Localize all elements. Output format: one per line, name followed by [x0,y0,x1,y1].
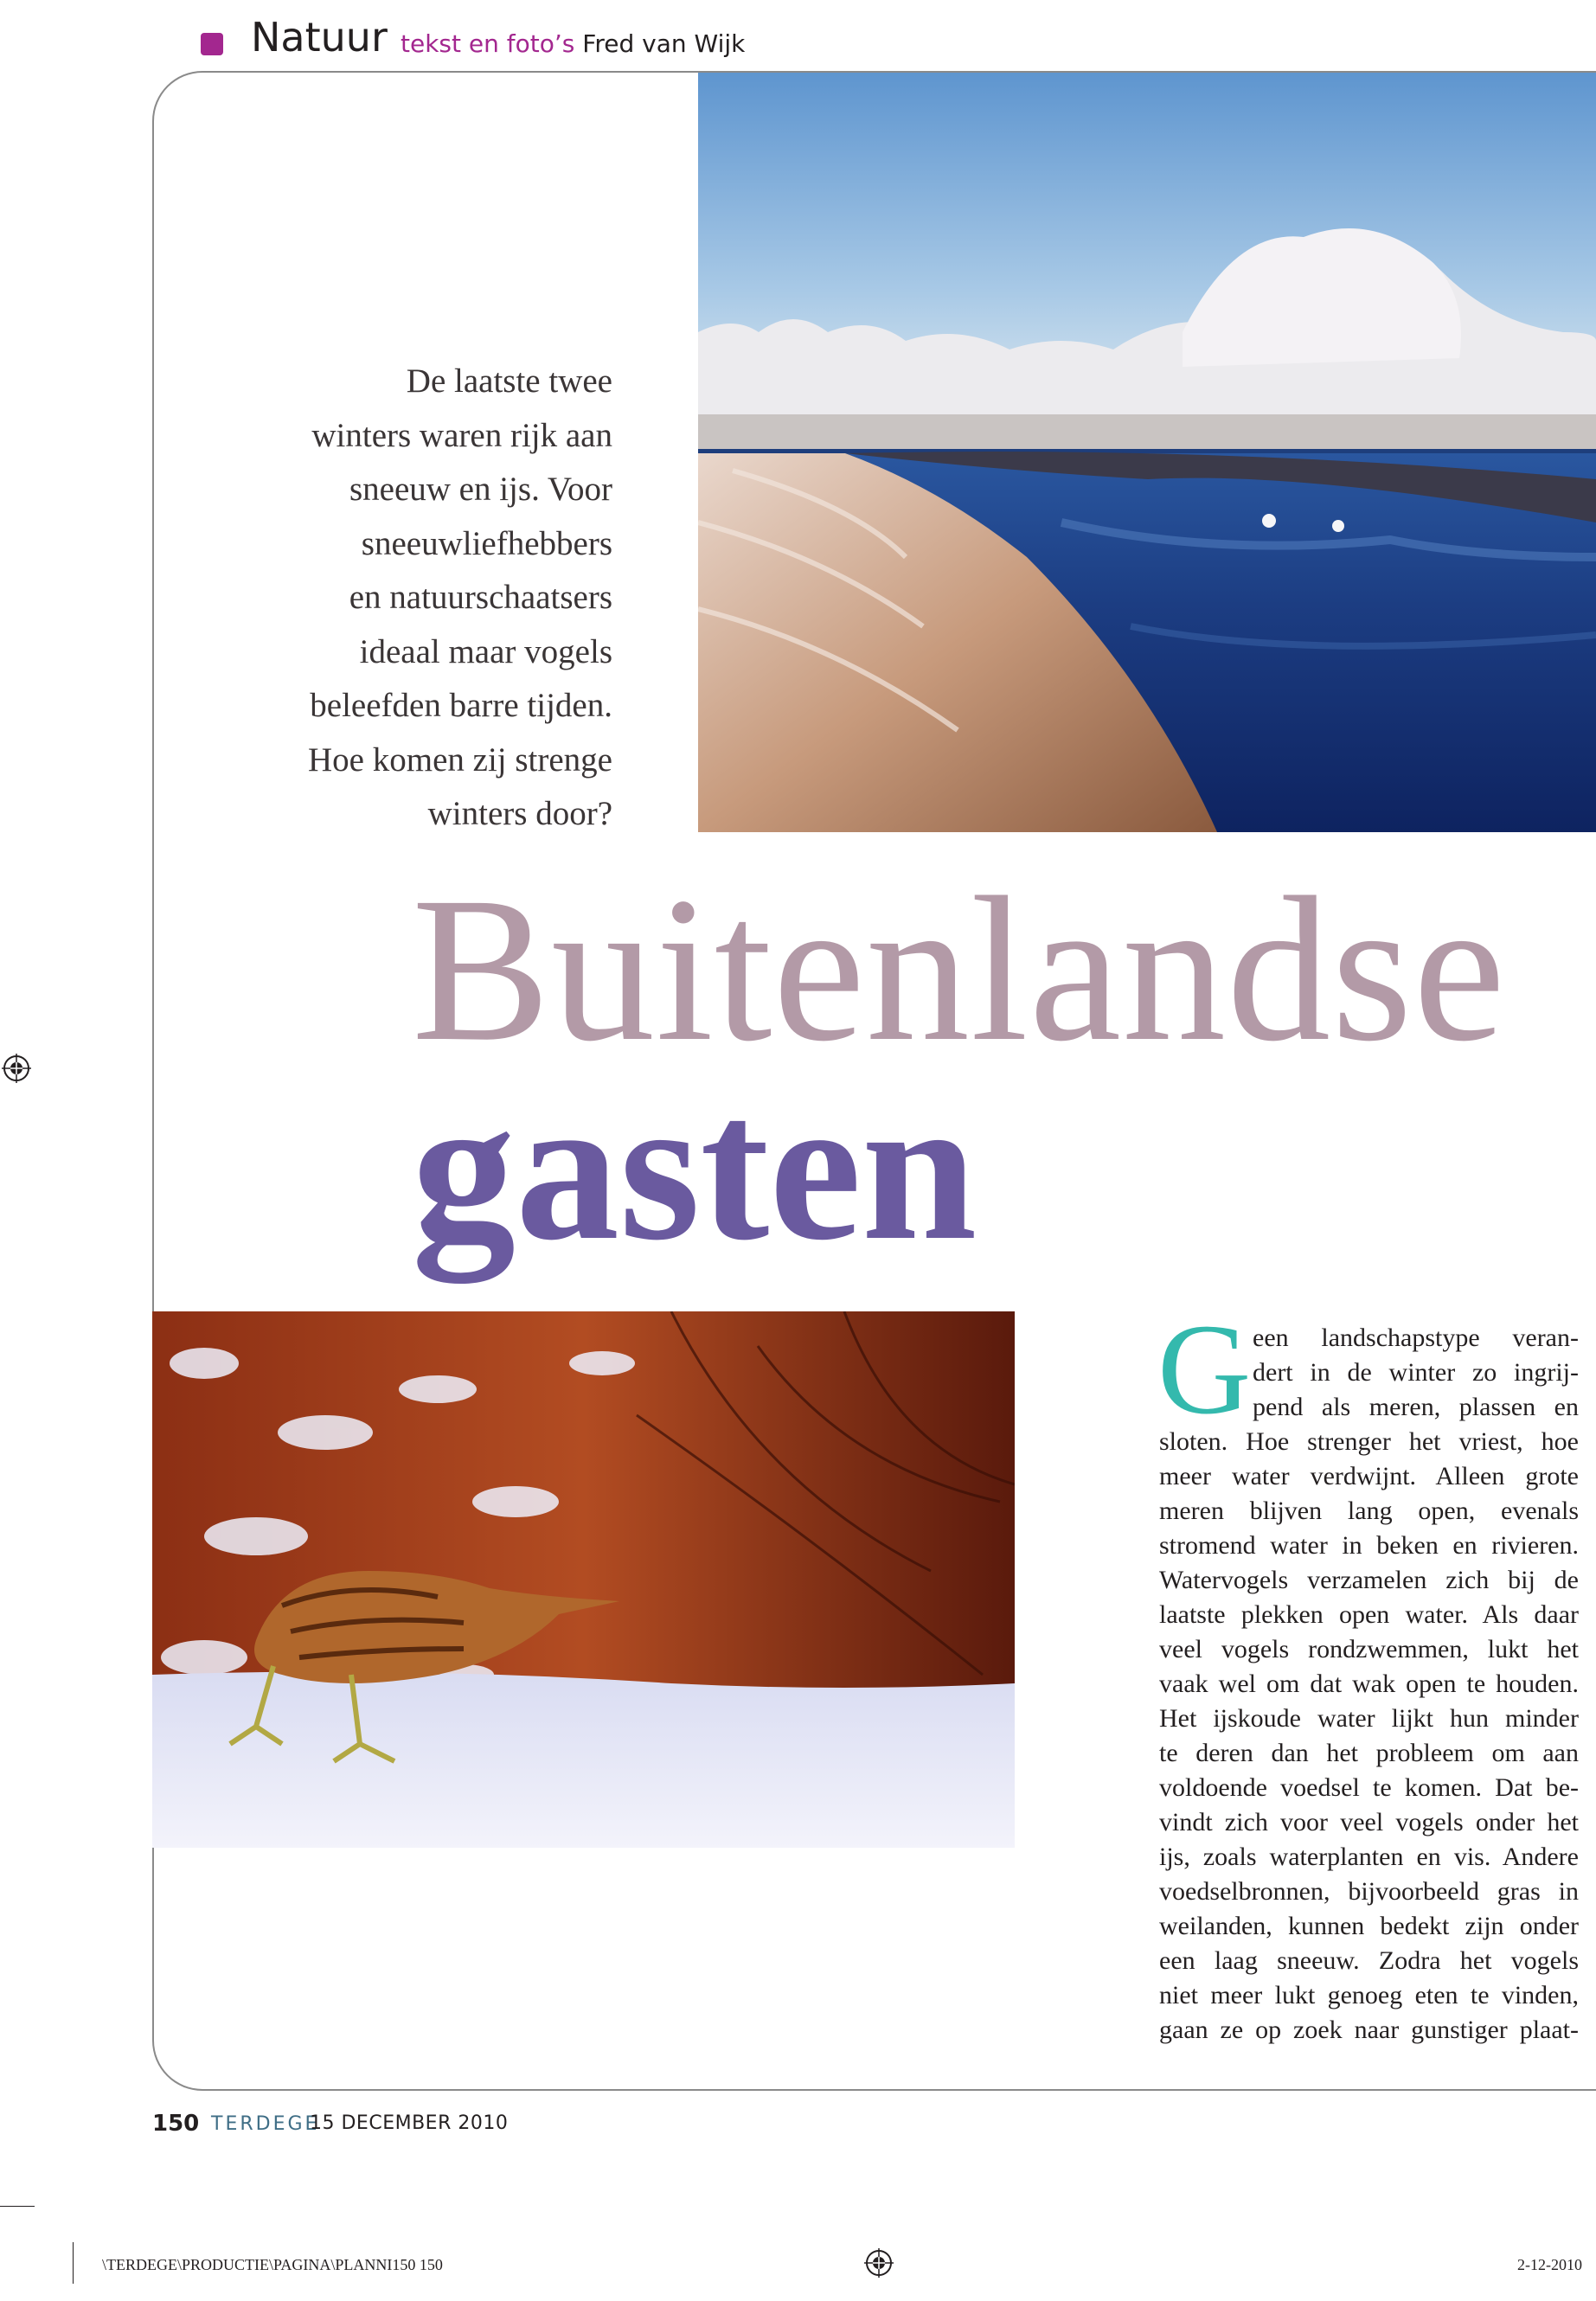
registration-mark-icon [2,1054,31,1083]
body-line: een laag sneeuw. Zodra het vogels [1159,1946,1579,1975]
byline-label: tekst en foto’s [401,29,575,58]
body-line: dert in de winter zo ingrij- [1253,1358,1579,1387]
page-number: 150 [152,2111,200,2137]
headline-line-1: Buitenlandse [412,854,1507,1084]
headline-line-2: gasten [412,1053,977,1283]
body-line: meren blijven lang open, evenals [1159,1497,1579,1525]
intro-lead [260,355,612,842]
issue-date: 15 DECEMBER 2010 [310,2112,509,2134]
intro-line: sneeuwliefhebbers [361,524,612,562]
section-title: Natuur [251,14,388,61]
intro-line: Hoe komen zij strenge [308,740,612,779]
intro-line: winters waren rijk aan [311,416,612,454]
body-line: pend als meren, plassen en [1253,1393,1579,1421]
magazine-name: TERDEGE [211,2113,320,2135]
intro-line: en natuurschaatsers [349,579,612,616]
intro-line: beleefden barre tijden. [310,687,612,724]
body-line: Het ijskoude water lijkt hun minder [1159,1704,1579,1733]
body-line: gaan ze op zoek naar gunstiger plaat- [1159,2016,1579,2044]
trim-mark [73,2242,74,2284]
byline [401,29,745,58]
body-line: veel vogels rondzwemmen, lukt het [1159,1635,1579,1663]
body-line: te deren dan het probleem om aan [1159,1739,1579,1767]
intro-line: De laatste twee [406,362,612,400]
body-line: weilanden, kunnen bedekt zijn onder [1159,1912,1579,1940]
trim-mark [0,2206,35,2207]
body-line: sloten. Hoe strenger het vriest, hoe [1159,1427,1579,1456]
body-line: vaak wel om dat wak open te houden. [1159,1670,1579,1698]
registration-mark-icon [864,2248,894,2278]
body-line: een landschapstype veran- [1253,1324,1579,1352]
body-column [1159,1321,1579,2048]
bird-photo [152,1311,1015,1848]
section-marker [201,33,223,55]
body-line: laatste plekken open water. Als daar [1159,1600,1579,1629]
drop-cap: G [1157,1298,1252,1441]
body-line: Watervogels verzamelen zich bij de [1159,1566,1579,1594]
body-line: stromend water in beken en rivieren. [1159,1531,1579,1560]
landscape-photo [698,73,1596,832]
intro-line: ideaal maar vogels [359,632,612,670]
intro-line: sneeuw en ijs. Voor [349,471,612,508]
body-line: voldoende voedsel te komen. Dat be- [1159,1773,1579,1802]
print-slug-path: \TERDEGE\PRODUCTIE\PAGINA\PLANNI150 150 [102,2256,443,2273]
byline-author: Fred van Wijk [582,29,746,58]
intro-line: winters door? [427,795,612,832]
print-slug-date: 2-12-2010 [1517,2256,1582,2273]
body-line: vindt zich voor veel vogels onder het [1159,1808,1579,1836]
body-line: niet meer lukt genoeg eten te vinden, [1159,1981,1579,2009]
body-line: ijs, zoals waterplanten en vis. Andere [1159,1843,1579,1871]
body-line: voedselbronnen, bijvoorbeeld gras in [1159,1877,1579,1906]
body-line: meer water verdwijnt. Alleen grote [1159,1462,1579,1490]
